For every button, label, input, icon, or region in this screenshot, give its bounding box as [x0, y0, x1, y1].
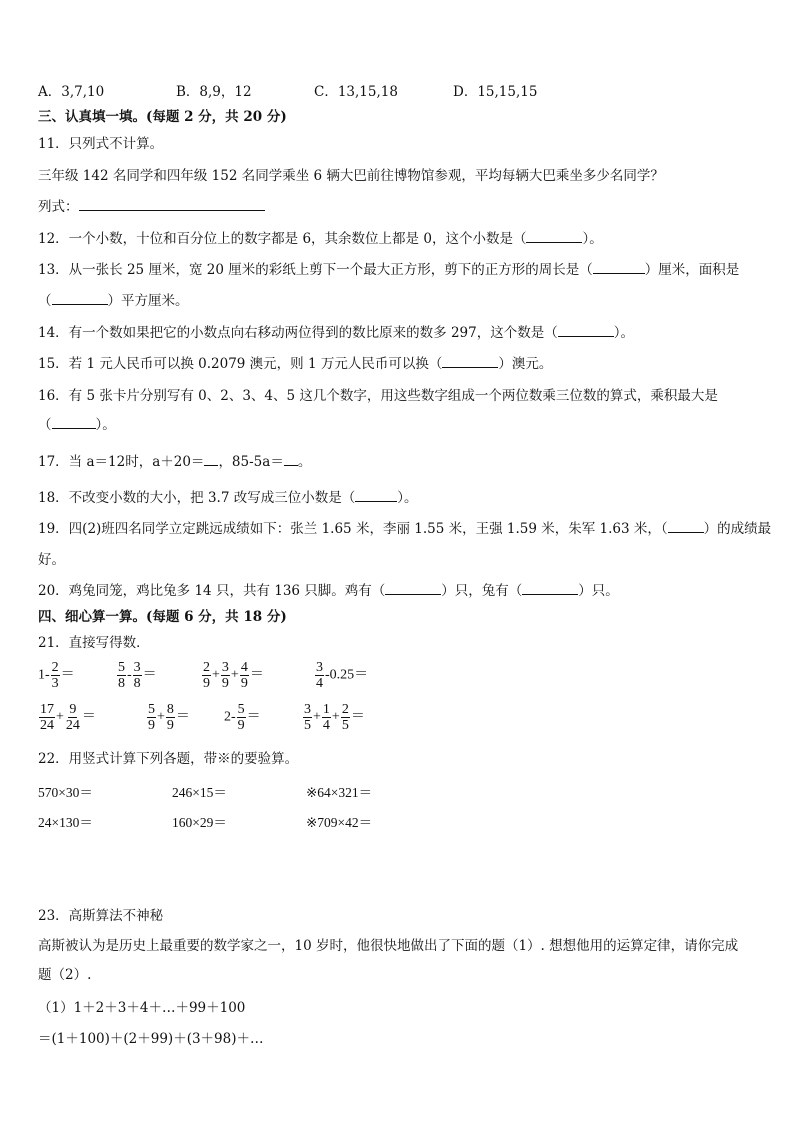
q22-calc-6: ※709×42＝ — [306, 815, 373, 830]
fraction — [117, 660, 126, 691]
numerator: 9 — [69, 702, 77, 717]
fraction — [65, 702, 81, 733]
q15 — [38, 355, 552, 373]
q21-item-6 — [146, 702, 190, 733]
fraction — [341, 702, 350, 733]
q21-2-eq: ＝ — [142, 667, 157, 683]
numerator: 5 — [118, 660, 125, 675]
denominator: 4 — [316, 676, 323, 691]
q11-formula-label: 列式： — [38, 199, 79, 215]
q13 — [38, 261, 739, 279]
q20-rabbit-blank[interactable] — [522, 582, 578, 595]
numerator: 3 — [221, 660, 229, 675]
fraction — [202, 660, 211, 691]
q23-title: 23．高斯算法不神秘 — [38, 908, 164, 924]
operator: + — [56, 709, 64, 725]
q21-item-3 — [201, 660, 264, 691]
q17-blank-2[interactable] — [284, 453, 298, 466]
q13-open: （ — [38, 293, 52, 309]
denominator: 5 — [304, 718, 311, 733]
fraction — [240, 660, 249, 691]
q23-text-1: 高斯被认为是历史上最重要的数学家之一，10 岁时，他很快地做出了下面的题（1）. 想想他用的运算定律，请你完成 — [38, 938, 739, 954]
q11-text: 三年级 142 名同学和四年级 152 名同学乘坐 6 辆大巴前往博物馆参观，平均每辆大巴乘坐多少名同学？ — [38, 168, 664, 184]
operator: + — [157, 709, 165, 725]
q14 — [38, 324, 634, 342]
q20-mid: ）只，兔有（ — [441, 583, 523, 599]
q19-tail: ）的成绩最 — [703, 521, 772, 537]
numerator: 5 — [237, 702, 245, 717]
q21-item-5 — [38, 702, 96, 733]
q14-tail: ）。 — [613, 325, 634, 341]
fraction — [315, 660, 324, 691]
section-4-title: 四、细心算一算。(每题 6 分，共 18 分) — [38, 609, 287, 625]
operator: + — [212, 667, 220, 683]
q12-text: 12．一个小数，十位和百分位上的数字都是 6，其余数位上都是 0，这个小数是（ — [38, 231, 527, 247]
q21-8-eq: ＝ — [350, 709, 365, 725]
numerator: 17 — [40, 702, 54, 717]
denominator: 8 — [133, 676, 141, 691]
q21-7-eq: ＝ — [246, 709, 261, 725]
q13-text: 13．从一张长 25 厘米，宽 20 厘米的彩纸上剪下一个最大正方形，剪下的正方形的周长是（ — [38, 262, 593, 278]
q12-tail: ）。 — [582, 231, 603, 247]
denominator: 9 — [240, 676, 248, 691]
q13-line2 — [38, 292, 189, 310]
q15-answer-blank[interactable] — [442, 355, 498, 368]
q21-item-7 — [224, 702, 261, 733]
numerator: 8 — [166, 702, 174, 717]
fraction — [322, 702, 331, 733]
denominator: 9 — [148, 718, 155, 733]
fraction — [51, 660, 60, 691]
q21-4-eq: -0.25＝ — [325, 667, 369, 683]
operator: + — [230, 667, 239, 683]
option-c: C．13,15,18 — [314, 84, 398, 100]
q19-line2: 好。 — [38, 552, 65, 568]
q11-title: 11．只列式不计算。 — [38, 136, 164, 152]
fraction — [237, 702, 246, 733]
fraction — [303, 702, 312, 733]
q21-item-8 — [302, 702, 365, 733]
q20 — [38, 582, 619, 600]
q21-item-2 — [116, 660, 157, 691]
q20-text: 20．鸡兔同笼，鸡比兔多 14 只，共有 136 只脚。鸡有（ — [38, 583, 386, 599]
fraction — [166, 702, 175, 733]
q18 — [38, 489, 417, 507]
denominator: 24 — [40, 718, 54, 733]
q21-title: 21．直接写得数． — [38, 635, 150, 651]
q16-answer-blank[interactable] — [52, 416, 96, 429]
denominator: 9 — [203, 676, 210, 691]
q18-text: 18．不改变小数的大小，把 3.7 改写成三位小数是（ — [38, 490, 356, 506]
q17-text: 17．当 a＝12时，a＋20＝ — [38, 454, 205, 470]
operator: + — [313, 709, 321, 725]
q21-3-eq: ＝ — [249, 667, 264, 683]
fraction — [221, 660, 230, 691]
q22-calc-4: 24×130＝ — [38, 815, 93, 830]
fraction — [133, 660, 142, 691]
denominator: 24 — [65, 718, 80, 733]
q18-answer-blank[interactable] — [355, 489, 397, 502]
q22-calc-2: 246×15＝ — [172, 785, 227, 800]
numerator: 5 — [148, 702, 155, 717]
q23-line-1: （1）1＋2＋3＋4＋…＋99＋100 — [38, 1000, 246, 1016]
q22-calc-5: 160×29＝ — [172, 815, 227, 830]
q22-title: 22．用竖式计算下列各题，带※的要验算。 — [38, 751, 299, 767]
q21-6-eq: ＝ — [175, 709, 190, 725]
q21-7-pre: 2- — [224, 709, 236, 725]
denominator: 8 — [118, 676, 125, 691]
q16-open: （ — [38, 417, 52, 433]
numerator: 2 — [203, 660, 210, 675]
q21-item-4 — [314, 660, 368, 691]
q21-1-pre: 1- — [38, 667, 50, 683]
q14-text: 14．有一个数如果把它的小数点向右移动两位得到的数比原来的数多 297，这个数是（ — [38, 325, 558, 341]
q20-tail: ）只。 — [578, 583, 619, 599]
numerator: 2 — [341, 702, 349, 717]
q19-answer-blank[interactable] — [668, 520, 704, 533]
option-a: A．3,7,10 — [38, 84, 105, 100]
section-3-title: 三、认真填一填。(每题 2 分，共 20 分) — [38, 109, 287, 125]
q21-1-eq: ＝ — [60, 667, 75, 683]
q23-line-2: ＝(1＋100)＋(2＋99)＋(3＋98)＋… — [38, 1031, 264, 1047]
fraction — [39, 702, 55, 733]
fraction — [147, 702, 156, 733]
q11-answer-blank[interactable] — [79, 198, 265, 211]
denominator: 9 — [221, 676, 229, 691]
option-d: D．15,15,15 — [453, 84, 538, 100]
q13-mid: ）厘米，面积是 — [644, 262, 740, 278]
q18-tail: ）。 — [397, 490, 418, 506]
q13-tail: ）平方厘米。 — [107, 293, 189, 309]
q21-item-1 — [38, 660, 75, 691]
operator: + — [331, 709, 340, 725]
numerator: 1 — [322, 702, 330, 717]
q22-calc-1: 570×30＝ — [38, 785, 93, 800]
q16-tail: ）。 — [95, 417, 116, 433]
q19 — [38, 520, 771, 538]
q17-tail: 。 — [297, 454, 312, 470]
q17-mid: ，85-5a＝ — [218, 454, 284, 470]
q21-5-eq: ＝ — [81, 709, 96, 725]
q16: 16．有 5 张卡片分别写有 0、2、3、4、5 这几个数字，用这些数字组成一个两位数乘三位数的算式，乘积最大是 — [38, 388, 718, 404]
denominator: 9 — [237, 718, 245, 733]
q19-text: 19．四(2)班四名同学立定跳远成绩如下：张兰 1.65 米，李丽 1.55 米，王强 1.59 米，朱军 1.63 米，（ — [38, 521, 668, 537]
q22-calc-3: ※64×321＝ — [306, 785, 373, 800]
q13-area-blank[interactable] — [52, 292, 108, 305]
q12-answer-blank[interactable] — [526, 230, 582, 243]
operator: - — [127, 667, 132, 683]
numerator: 4 — [240, 660, 248, 675]
q15-tail: ）澳元。 — [498, 356, 553, 372]
denominator: 5 — [341, 718, 349, 733]
q17-blank-1[interactable] — [204, 453, 218, 466]
denominator: 4 — [322, 718, 330, 733]
numerator: 3 — [316, 660, 323, 675]
denominator: 3 — [51, 676, 59, 691]
q17 — [38, 453, 311, 471]
numerator: 3 — [304, 702, 311, 717]
numerator: 3 — [133, 660, 141, 675]
denominator: 9 — [166, 718, 174, 733]
option-b: B．8,9，12 — [176, 84, 252, 100]
q12 — [38, 230, 603, 248]
q14-answer-blank[interactable] — [558, 324, 614, 337]
q16-line2 — [38, 416, 116, 434]
q20-chicken-blank[interactable] — [385, 582, 441, 595]
q13-perimeter-blank[interactable] — [593, 261, 645, 274]
q23-text-2: 题（2）. — [38, 967, 92, 983]
numerator: 2 — [51, 660, 59, 675]
q11-formula — [38, 198, 265, 216]
q15-text: 15．若 1 元人民币可以换 0.2079 澳元，则 1 万元人民币可以换（ — [38, 356, 443, 372]
